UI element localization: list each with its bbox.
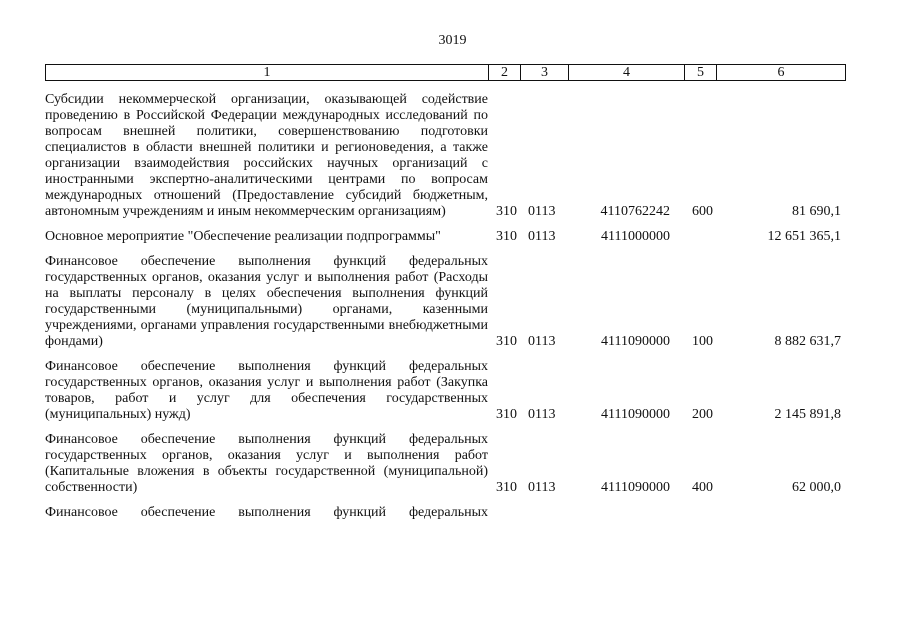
row-name: Финансовое обеспечение выполнения функций федеральных государственных органов, оказания услуг и выполнения работ (Расходы на выплаты персоналу в целях обеспечения выполнения функций государственными (муниципальными) органами, казенными учреждениями, органами управления государственными внебюджетными фондами) xyxy=(45,254,488,349)
row-section-code: 0113 xyxy=(528,229,556,244)
row-name: Основное мероприятие "Обеспечение реализации подпрограммы" xyxy=(45,229,441,244)
row-name: Финансовое обеспечение выполнения функций федеральных государственных органов, оказания услуг и выполнения работ (Капитальные вложения в объекты государственной (муниципальной) собственности) xyxy=(45,432,488,495)
column-header-6: 6 xyxy=(717,65,846,81)
row-target-code: 4111090000 xyxy=(601,407,670,422)
row-expense-type: 600 xyxy=(692,204,713,219)
row-amount: 81 690,1 xyxy=(792,204,841,219)
column-header-1: 1 xyxy=(46,65,489,81)
row-section-code: 0113 xyxy=(528,204,556,219)
row-target-code: 4111090000 xyxy=(601,480,670,495)
row-section-code: 0113 xyxy=(528,334,556,349)
table-row xyxy=(45,220,845,245)
row-ministry-code: 310 xyxy=(496,407,517,422)
column-header-2: 2 xyxy=(489,65,521,81)
row-name: Субсидии некоммерческой организации, оказывающей содействие проведению в Российской Федерации международных исследований по вопросам внешней политики, совершенствованию подготовки специалистов в области внешней политики и регионоведения, а также организации взаимодействия российских научных организаций с иностранными экспертно-аналитическими центрами по вопросам международных отношений (Предоставление субсидий бюджетным, автономным учреждениям и иным некоммерческим организациям) xyxy=(45,92,488,219)
table-row xyxy=(45,92,845,220)
row-ministry-code xyxy=(488,496,520,521)
budget-table xyxy=(45,92,845,521)
row-target-code: 4110762242 xyxy=(600,204,670,219)
row-ministry-code: 310 xyxy=(496,229,517,244)
row-expense-type xyxy=(684,220,716,245)
table-row xyxy=(45,350,845,423)
table-row xyxy=(45,245,845,350)
row-section-code xyxy=(520,496,568,521)
row-target-code xyxy=(568,496,684,521)
row-ministry-code: 310 xyxy=(496,334,517,349)
row-amount xyxy=(716,496,845,521)
row-expense-type: 100 xyxy=(692,334,713,349)
row-expense-type: 200 xyxy=(692,407,713,422)
column-header-4: 4 xyxy=(569,65,685,81)
column-header-table xyxy=(45,64,846,81)
row-amount: 62 000,0 xyxy=(792,480,841,495)
row-ministry-code: 310 xyxy=(496,480,517,495)
column-header-row xyxy=(46,65,846,81)
column-header-3: 3 xyxy=(521,65,569,81)
row-ministry-code: 310 xyxy=(496,204,517,219)
row-target-code: 4111000000 xyxy=(601,229,670,244)
row-section-code: 0113 xyxy=(528,407,556,422)
row-amount: 12 651 365,1 xyxy=(767,229,841,244)
column-header-5: 5 xyxy=(685,65,717,81)
page-number: 3019 xyxy=(438,33,467,48)
row-amount: 2 145 891,8 xyxy=(774,407,841,422)
row-expense-type: 400 xyxy=(692,480,713,495)
row-target-code: 4111090000 xyxy=(601,334,670,349)
row-section-code: 0113 xyxy=(528,480,556,495)
table-row xyxy=(45,496,845,521)
table-row xyxy=(45,423,845,496)
row-name: Финансовое обеспечение выполнения функций федеральных xyxy=(45,505,488,520)
row-name: Финансовое обеспечение выполнения функций федеральных государственных органов, оказания услуг и выполнения работ (Закупка товаров, работ и услуг для обеспечения государственных (муниципальных) нужд) xyxy=(45,359,488,422)
row-expense-type xyxy=(684,496,716,521)
row-amount: 8 882 631,7 xyxy=(774,334,841,349)
